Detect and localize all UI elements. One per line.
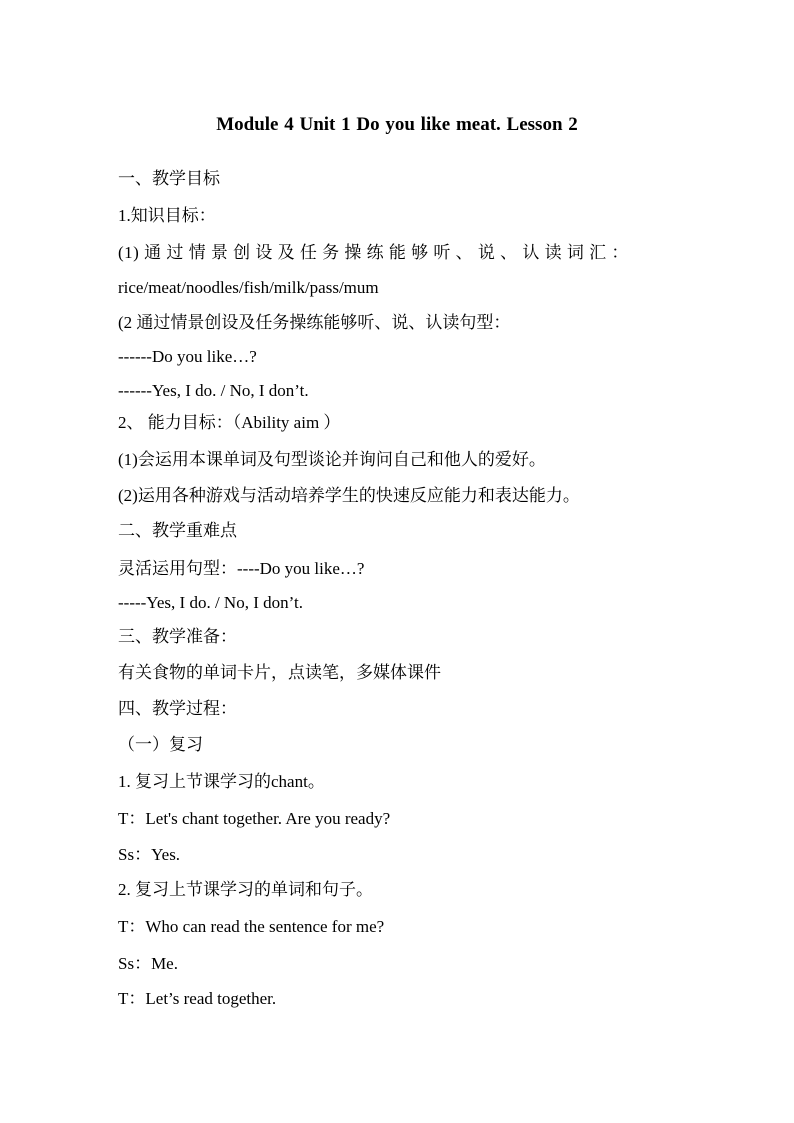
subheading-ability-goals: 2、 能力目标：（Ability aim ） [118, 413, 341, 432]
review-item-1: 1. 复习上节课学习的chant。 [118, 772, 325, 791]
dialogue-line-students-2: Ss：Me. [118, 954, 178, 973]
goal-item-sentence-patterns: (2 通过情景创设及任务操练能够听、说、认读句型： [118, 313, 511, 332]
ability-goal-item-1: (1)会运用本课单词及句型谈论并询问自己和他人的爱好。 [118, 450, 546, 469]
vocabulary-word-list: rice/meat/noodles/fish/milk/pass/mum [118, 278, 379, 297]
goal-item-vocabulary: (1) 通 过 情 景 创 设 及 任 务 操 练 能 够 听 、 说 、 认 读 词 汇 ： [118, 243, 629, 262]
preparation-materials: 有关食物的单词卡片，点读笔，多媒体课件 [118, 663, 441, 682]
document-title: Module 4 Unit 1 Do you like meat. Lesson 2 [216, 114, 578, 135]
sentence-pattern-answer: ------Yes, I do. / No, I don’t. [118, 381, 309, 400]
dialogue-line-teacher-2: T：Who can read the sentence for me? [118, 917, 385, 936]
section-heading-key-points: 二、教学重难点 [118, 521, 237, 540]
dialogue-line-teacher-1: T：Let's chant together. Are you ready? [118, 809, 391, 828]
section-heading-teaching-process: 四、教学过程： [118, 699, 237, 718]
process-step-review: （一）复习 [118, 735, 203, 754]
section-heading-teaching-goals: 一、教学目标 [118, 169, 220, 188]
key-point-sentence-answer: -----Yes, I do. / No, I don’t. [118, 593, 303, 612]
dialogue-line-students-1: Ss：Yes. [118, 845, 181, 864]
section-heading-preparation: 三、教学准备： [118, 627, 237, 646]
key-point-sentence-question: 灵活运用句型：----Do you like…? [118, 559, 365, 578]
sentence-pattern-question: ------Do you like…? [118, 347, 257, 366]
ability-goal-item-2: (2)运用各种游戏与活动培养学生的快速反应能力和表达能力。 [118, 486, 580, 505]
review-item-2: 2. 复习上节课学习的单词和句子。 [118, 880, 373, 899]
dialogue-line-teacher-3: T：Let’s read together. [118, 989, 277, 1008]
subheading-knowledge-goals: 1.知识目标： [118, 206, 216, 225]
